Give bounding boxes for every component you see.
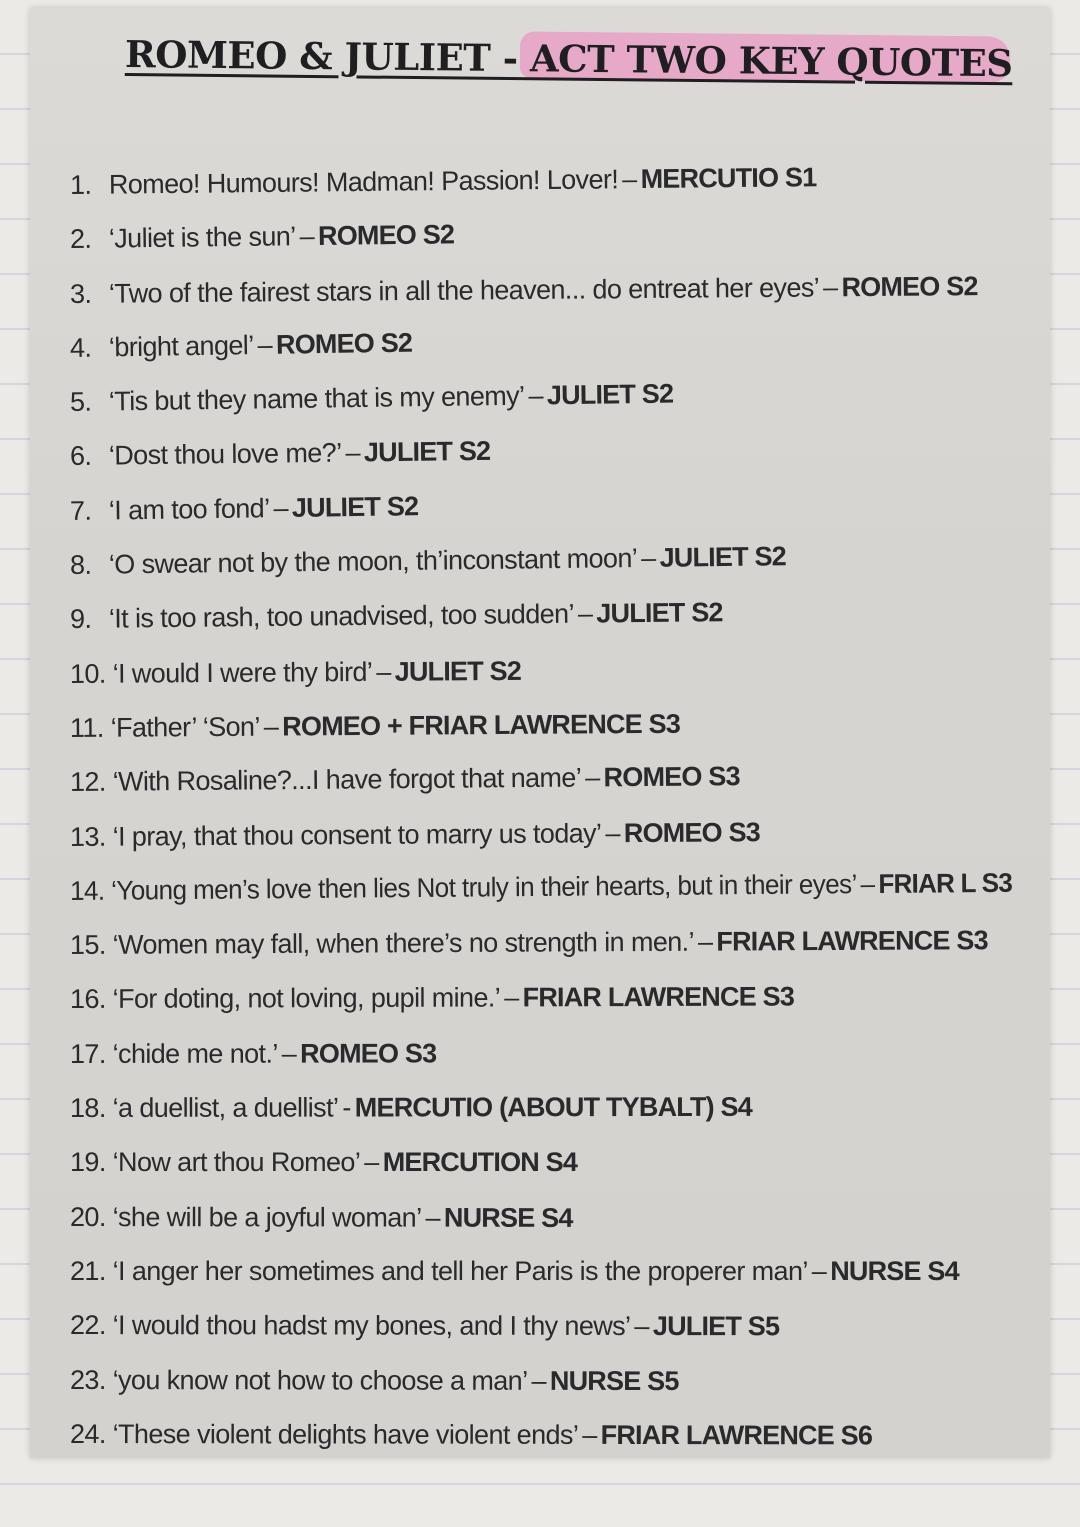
quote-number: 7.: [69, 495, 92, 526]
quote-text: ‘I am too fond’: [108, 492, 270, 526]
quote-speaker: ROMEO S3: [623, 816, 761, 848]
quote-number: 13.: [69, 821, 106, 852]
quote-item: [70, 1298, 1080, 1354]
quote-number: 15.: [69, 929, 106, 961]
quote-speaker: ROMEO S2: [841, 270, 978, 302]
quote-speaker: MERCUTIO (ABOUT TYBALT) S4: [354, 1091, 752, 1123]
quote-separator: –: [281, 1038, 297, 1069]
quote-item: [70, 640, 1080, 701]
quote-separator: –: [697, 926, 713, 957]
quote-separator: –: [582, 1419, 597, 1450]
quote-speaker: JULIET S2: [291, 490, 419, 523]
quote-text: ‘you know not how to choose a man’: [112, 1364, 528, 1396]
quote-separator: –: [605, 817, 620, 848]
quote-separator: –: [273, 492, 289, 523]
quote-item: [70, 913, 1080, 973]
quote-speaker: JULIET S2: [363, 436, 491, 468]
quote-speaker: FRIAR L S3: [878, 867, 1013, 899]
quote-number: 6.: [69, 441, 92, 472]
quote-speaker: ROMEO S2: [275, 327, 413, 360]
page-title: ROMEO & JULIET - ACT TWO KEY QUOTES: [124, 32, 1013, 86]
quote-text: ‘I anger her sometimes and tell her Paris is the properer man’: [112, 1255, 808, 1286]
quote-text: ‘Tis but they name that is my enemy’: [108, 380, 525, 417]
quote-text: ‘bright angel’: [108, 330, 254, 363]
quote-speaker: ROMEO S3: [603, 761, 740, 793]
quote-item: [70, 969, 1080, 1027]
quote-text: ‘It is too rash, too unadvised, too sudden’: [108, 599, 575, 634]
quote-speaker: MERCUTION S4: [382, 1147, 578, 1178]
quote-text: ‘Now art thou Romeo’: [112, 1147, 361, 1178]
quote-text: ‘she will be a joyful woman’: [112, 1201, 422, 1233]
quote-separator: –: [299, 221, 315, 252]
quote-number: 17.: [69, 1038, 106, 1069]
quote-separator: –: [263, 711, 279, 742]
quote-separator: –: [364, 1147, 379, 1178]
quote-number: 20.: [69, 1201, 106, 1232]
quote-text: ‘O swear not by the moon, th’inconstant moon’: [108, 543, 638, 580]
quote-number: 3.: [69, 278, 92, 309]
quote-separator: –: [528, 380, 544, 411]
quote-text: ‘a duellist, a duellist’: [112, 1092, 339, 1123]
quote-text: ‘chide me not.’: [112, 1038, 278, 1069]
quote-number: 14.: [69, 875, 105, 906]
quote-number: 11.: [69, 712, 104, 743]
quote-item: [70, 802, 1080, 863]
quote-item: [70, 582, 1080, 647]
quote-separator: –: [640, 542, 656, 574]
quote-speaker: FRIAR LAWRENCE S3: [716, 925, 988, 957]
quote-item: [70, 1244, 1080, 1298]
quote-speaker: JULIET S2: [394, 655, 522, 687]
title-block: [124, 28, 1013, 88]
quote-text: ‘Father’ ‘Son’: [110, 711, 260, 743]
quote-number: 2.: [69, 224, 92, 255]
quote-number: 8.: [69, 549, 92, 581]
quote-speaker: FRIAR LAWRENCE S3: [522, 981, 795, 1013]
quote-speaker: NURSE S4: [830, 1255, 959, 1286]
quote-item: [70, 1190, 1080, 1246]
quote-text: ‘I would thou hadst my bones, and I thy news’: [112, 1310, 631, 1342]
quote-number: 19.: [70, 1147, 106, 1178]
quote-item: [70, 1025, 1080, 1081]
quote-number: 9.: [69, 604, 92, 635]
quote-text: ‘These violent delights have violent ends’: [112, 1418, 579, 1450]
quote-item: [70, 200, 1080, 267]
quote-separator: -: [342, 1092, 351, 1123]
quote-separator: –: [577, 598, 593, 630]
quote-number: 24.: [69, 1418, 106, 1449]
quote-text: Romeo! Humours! Madman! Passion! Lover!: [108, 164, 619, 200]
quote-speaker: MERCUTIO S1: [640, 162, 817, 195]
quote-speaker: JULIET S2: [659, 541, 787, 573]
quote-separator: –: [376, 656, 391, 687]
quote-separator: –: [531, 1365, 546, 1396]
quote-number: 12.: [69, 766, 106, 798]
quote-text: ‘For doting, not loving, pupil mine.’: [112, 982, 501, 1015]
quote-text: ‘Two of the fairest stars in all the heaven... do entreat her eyes’: [108, 272, 820, 309]
quote-speaker: JULIET S5: [652, 1311, 780, 1342]
quote-separator: –: [634, 1311, 649, 1342]
quote-text: ‘Young men’s love then lies Not truly in their hearts, but in their eyes’: [111, 868, 857, 906]
quote-number: 22.: [69, 1310, 106, 1341]
quote-separator: –: [345, 437, 361, 469]
quote-text: ‘I would I were thy bird’: [112, 656, 373, 689]
quote-separator: –: [585, 762, 600, 793]
quote-number: 18.: [69, 1092, 106, 1124]
quote-separator: –: [257, 329, 273, 360]
quote-text: ‘Juliet is the sun’: [108, 221, 296, 254]
quote-speaker: ROMEO S2: [317, 219, 455, 252]
quote-separator: –: [811, 1255, 827, 1286]
quote-number: 4.: [69, 332, 92, 363]
quote-item: [70, 1135, 1080, 1189]
quote-number: 5.: [69, 386, 92, 418]
quote-separator: –: [425, 1202, 440, 1233]
quote-text: ‘With Rosaline?...I have forgot that name’: [112, 762, 582, 797]
quote-separator: –: [822, 271, 838, 303]
quote-speaker: NURSE S4: [443, 1202, 573, 1233]
printed-sheet: [30, 8, 1050, 1458]
quote-number: 1.: [69, 169, 92, 200]
quote-number: 10.: [69, 658, 106, 689]
quote-separator: –: [622, 164, 637, 195]
quote-item: [70, 1079, 1080, 1135]
quote-text: ‘Women may fall, when there’s no strength in men.’: [112, 926, 695, 960]
quote-speaker: ROMEO + FRIAR LAWRENCE S3: [282, 708, 681, 742]
quote-separator: –: [860, 868, 875, 899]
quote-number: 16.: [69, 984, 106, 1015]
quote-item: [70, 694, 1080, 755]
quote-text: ‘Dost thou love me?’: [108, 438, 342, 472]
quote-speaker: JULIET S2: [546, 378, 674, 411]
quote-speaker: ROMEO S3: [300, 1038, 437, 1069]
quote-item: [70, 855, 1055, 918]
quote-separator: –: [504, 982, 519, 1013]
quote-number: 21.: [70, 1255, 106, 1286]
quote-speaker: NURSE S5: [549, 1365, 679, 1396]
quote-item: [70, 1353, 1080, 1409]
quote-item: [70, 746, 1080, 809]
quote-speaker: JULIET S2: [596, 597, 723, 629]
quote-list: [70, 158, 1080, 1461]
quote-item: [70, 1407, 1080, 1463]
quote-text: ‘I pray, that thou consent to marry us today’: [112, 817, 602, 852]
quote-number: 23.: [69, 1364, 106, 1395]
quote-speaker: FRIAR LAWRENCE S6: [600, 1419, 873, 1451]
